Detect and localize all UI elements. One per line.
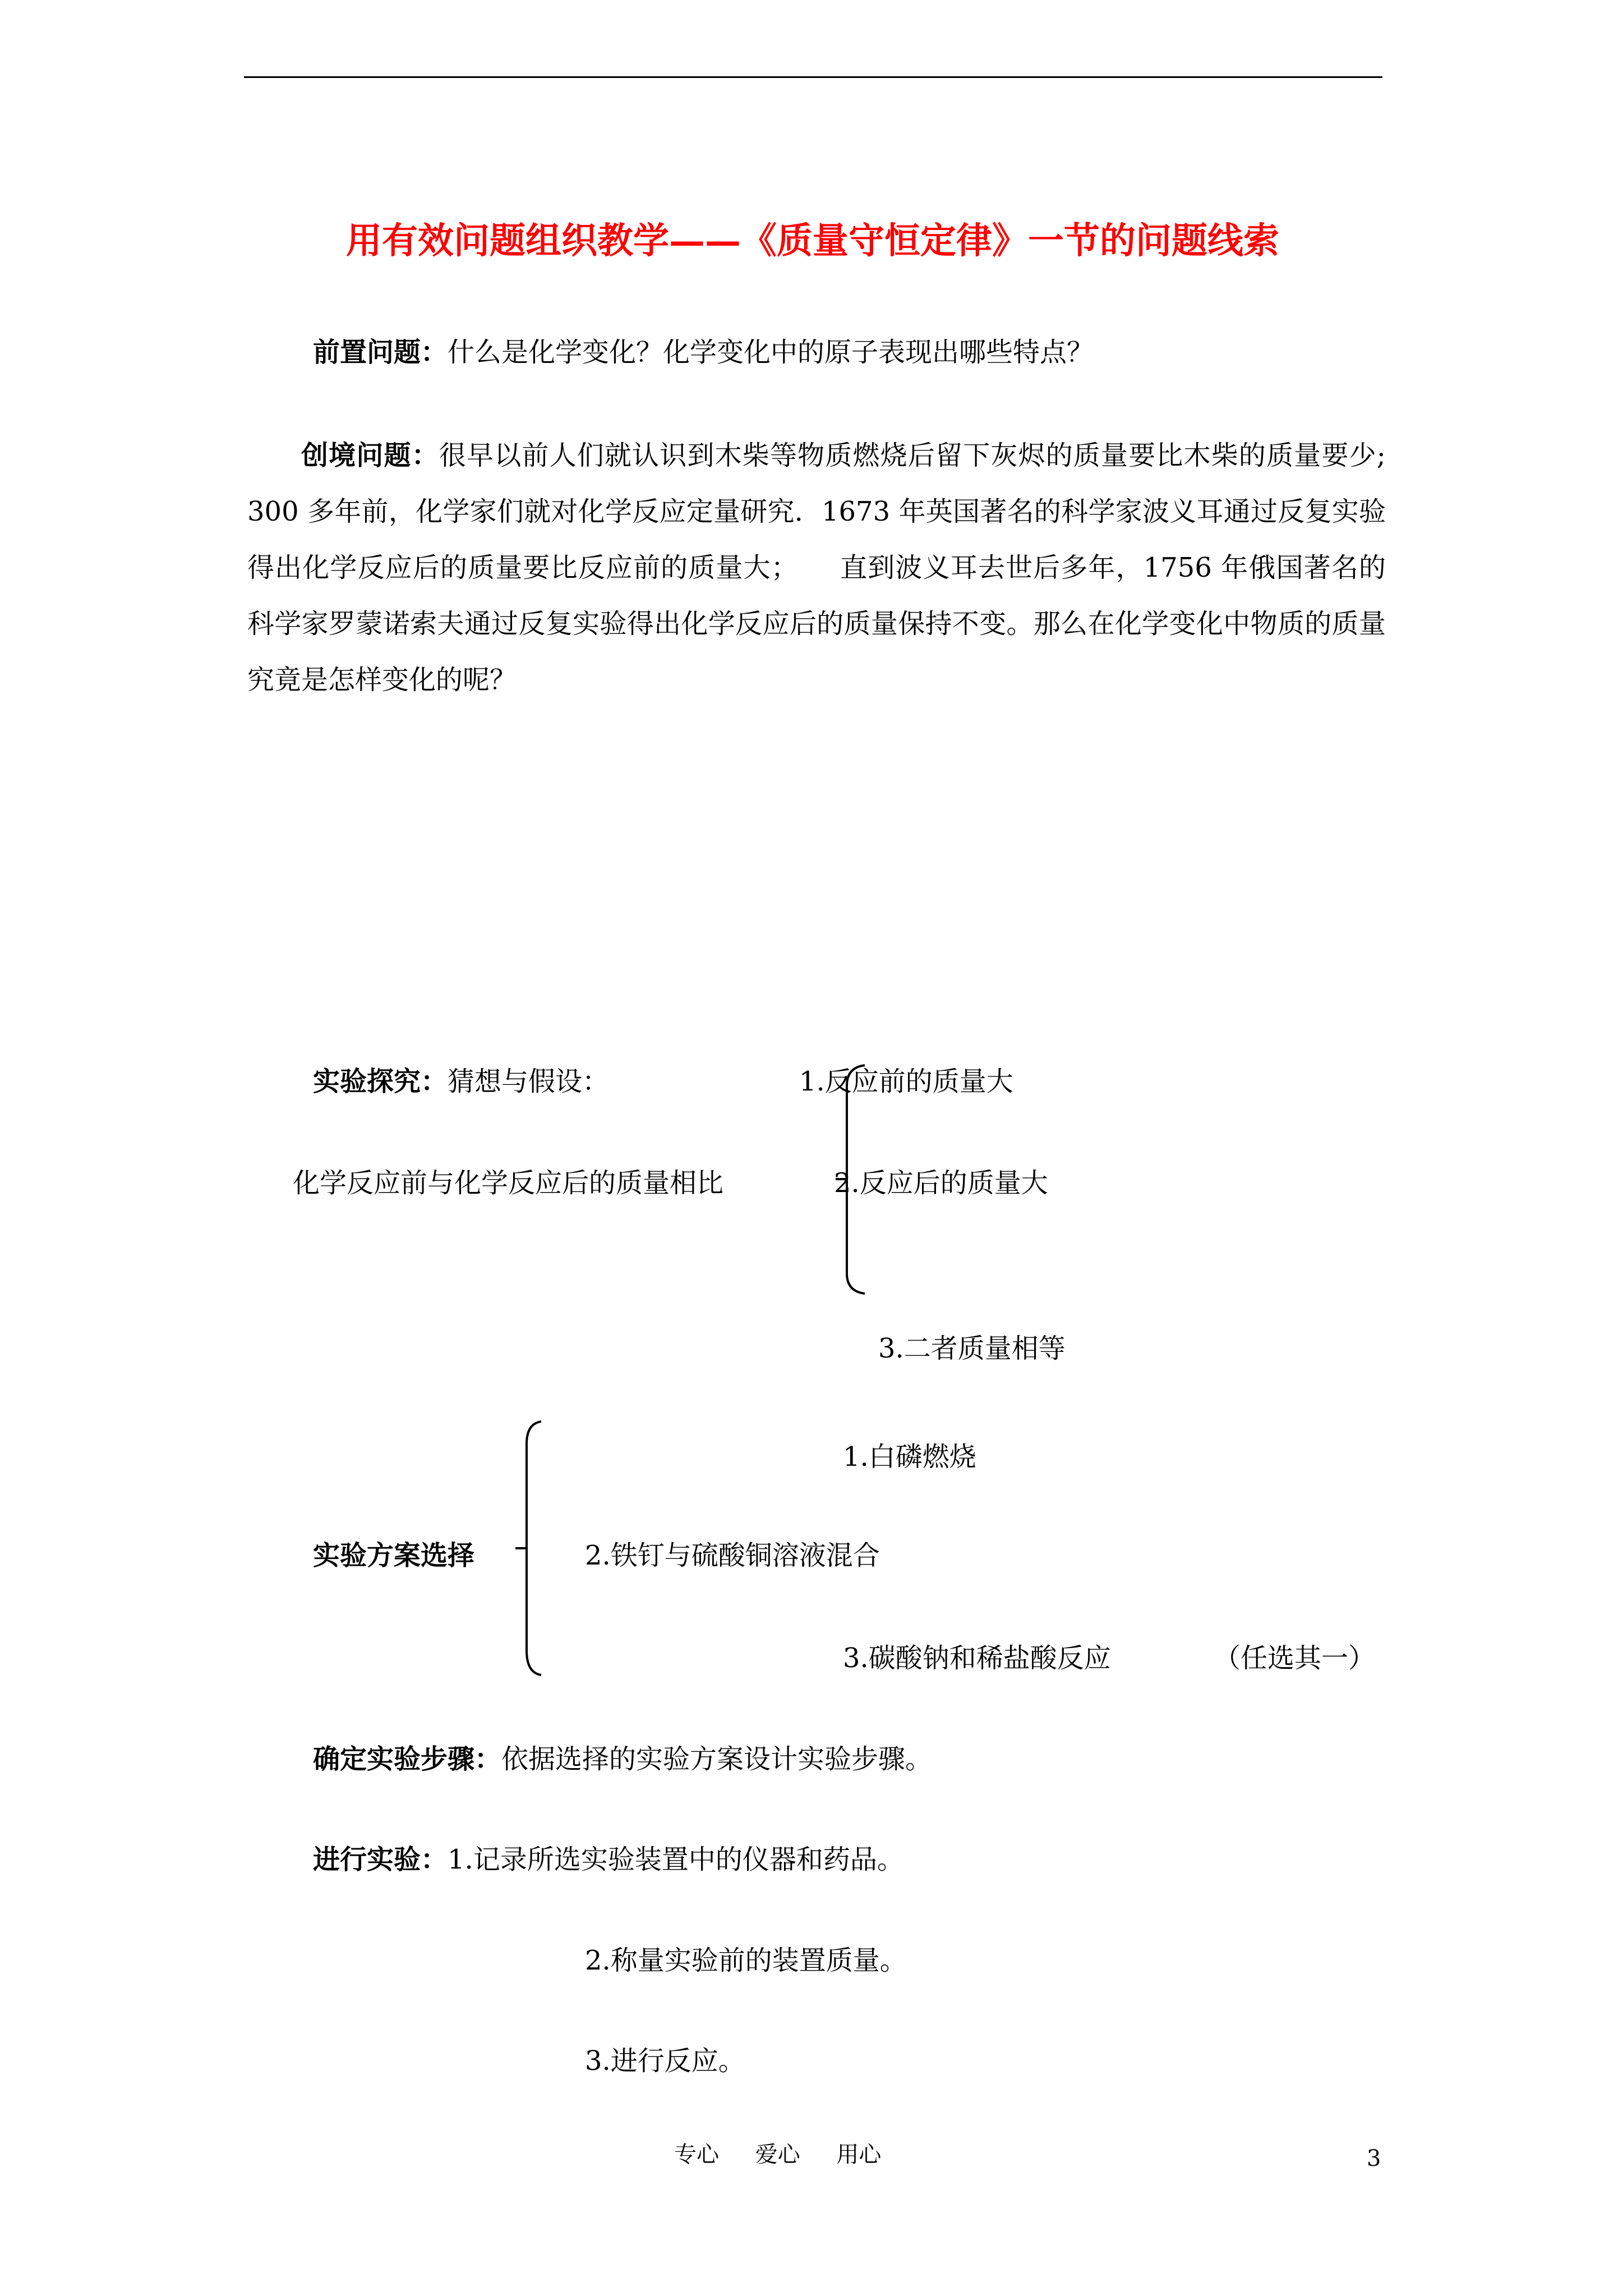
hypothesis-2: 2.反应后的质量大 [834,1167,1048,1199]
hypothesis-1: 1.反应前的质量大 [799,1066,1013,1097]
scenario-question [247,427,1386,708]
document-title: 用有效问题组织教学——《质量守恒定律》一节的问题线索 [346,220,1279,262]
comparison-text: 化学反应前与化学反应后的质量相比 [293,1167,724,1199]
inquiry-heading [313,1064,609,1099]
footer-text: 专心 爱心 用心 [674,2142,882,2168]
inquiry-label: 实验探究： [313,1066,448,1097]
plan-brace [513,1419,552,1677]
plan-note: （任选其一） [1214,1642,1376,1674]
conduct-label: 进行实验： [313,1844,448,1875]
hypothesis-brace [830,1063,869,1296]
header-rule [244,76,1382,78]
preliminary-text: 什么是化学变化？化学变化中的原子表现出哪些特点？ [448,337,1094,368]
conduct-item-2: 2.称量实验前的装置质量。 [585,1945,907,1976]
preliminary-question [313,334,1094,370]
preliminary-label: 前置问题： [313,337,448,368]
page-number: 3 [1367,2146,1381,2171]
conduct-item-3: 3.进行反应。 [585,2045,745,2077]
scenario-text: 很早以前人们就认识到木柴等物质燃烧后留下灰烬的质量要比木柴的质量要少; 300 多年前，化学家们就对化学反应定量研究．1673 年英国著名的科学家波义耳通过反复实验得出化学反应后的质量要比反应前的质量大； 直到波义耳去世后多年，1756 年俄国著名的科学家罗蒙诺索夫通过反复实验得出化学反应后的质量保持不变。那么在化学变化中物质的质量究竟是怎样变化的呢？ [247,440,1386,696]
steps-line [313,1741,932,1777]
inquiry-subtitle: 猜想与假设： [448,1066,610,1097]
plan-option-1: 1.白磷燃烧 [843,1441,976,1473]
conduct-item-1: 1.记录所选实验装置中的仪器和药品。 [448,1844,904,1875]
scenario-label: 创境问题： [301,440,439,471]
conduct-line-1 [313,1842,904,1878]
plan-option-3: 3.碳酸钠和稀盐酸反应 [843,1642,1111,1674]
plan-label: 实验方案选择 [313,1540,475,1571]
steps-label: 确定实验步骤： [313,1743,502,1775]
plan-option-2: 2.铁钉与硫酸铜溶液混合 [585,1540,880,1571]
hypothesis-3: 3.二者质量相等 [878,1333,1066,1364]
steps-text: 依据选择的实验方案设计实验步骤。 [501,1743,933,1775]
